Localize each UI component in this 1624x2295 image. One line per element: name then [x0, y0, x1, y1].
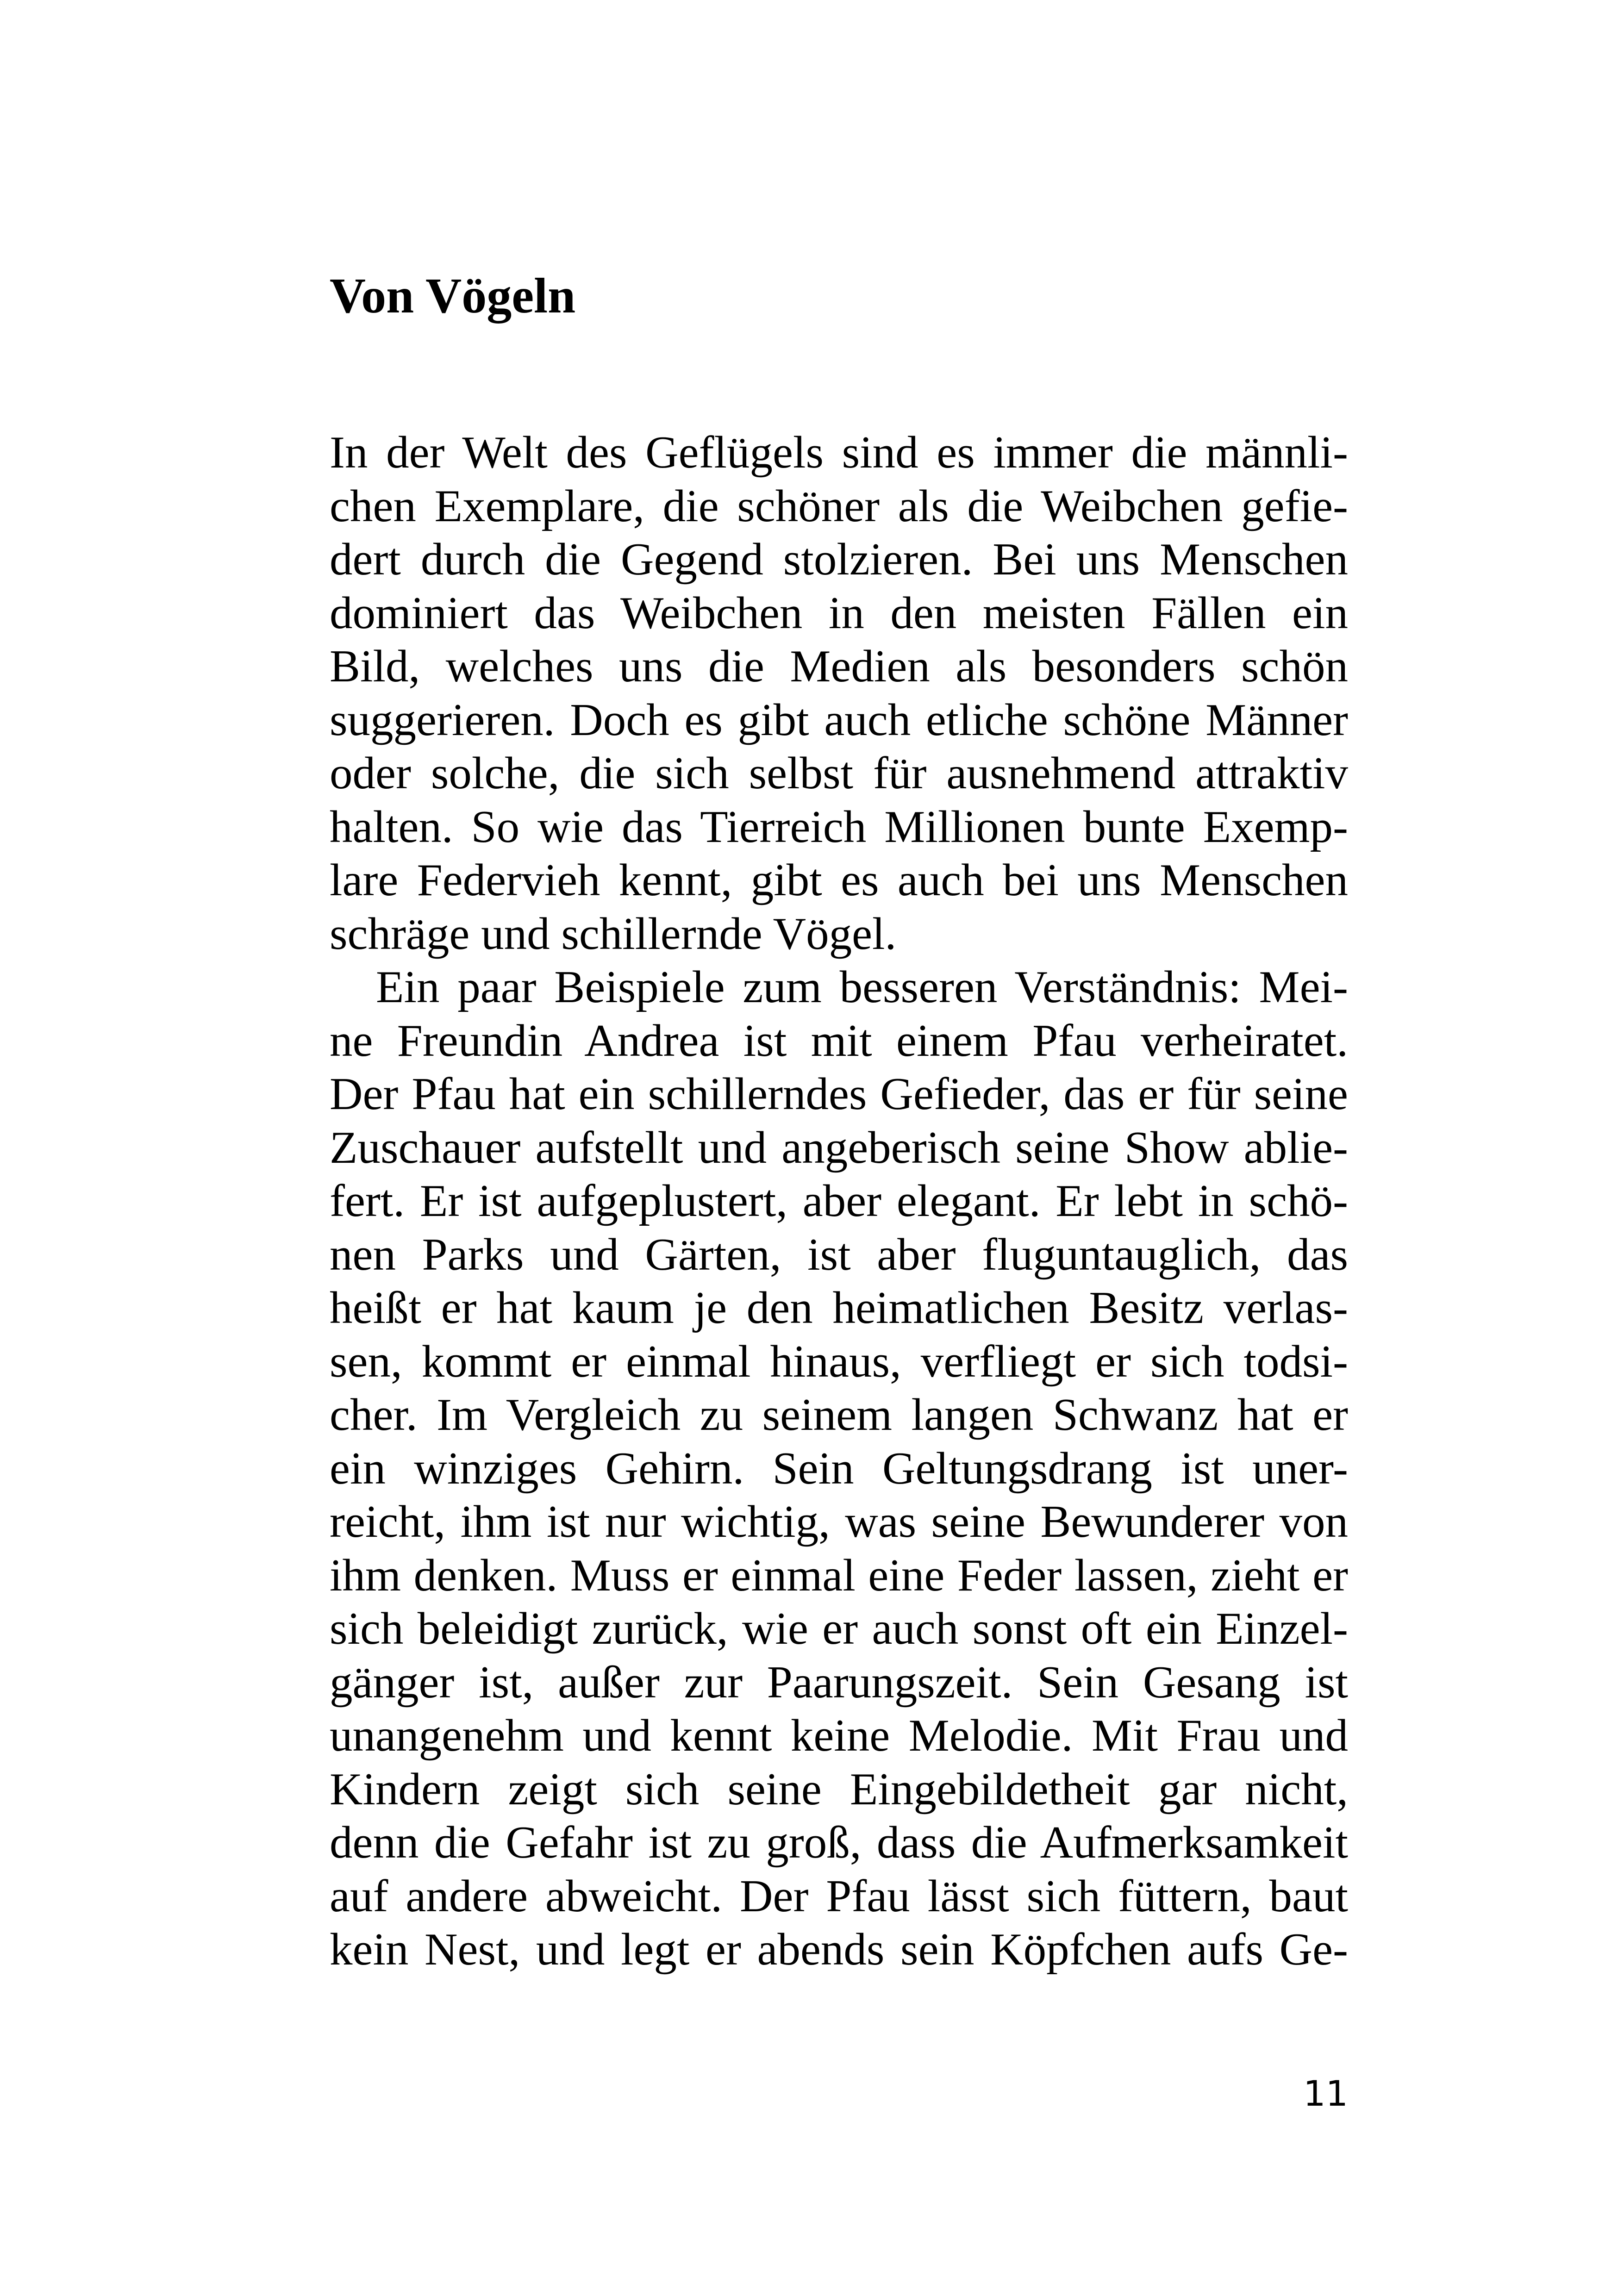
text-line: unangenehm und kennt keine Melodie. Mit Frau und [330, 1710, 1348, 1761]
text-line: halten. So wie das Tierreich Millionen bunte Exemp- [330, 801, 1348, 852]
page-number: 11 [1303, 2073, 1348, 2114]
text-line: nen Parks und Gärten, ist aber fluguntauglich, das [330, 1229, 1348, 1280]
text-line: heißt er hat kaum je den heimatlichen Besitz verlas- [330, 1283, 1348, 1333]
text-line: auf andere abweicht. Der Pfau lässt sich füttern, baut [330, 1871, 1348, 1921]
text-line: ihm denken. Muss er einmal eine Feder lassen, zieht er [330, 1550, 1348, 1601]
text-line: In der Welt des Geflügels sind es immer die männli- [330, 427, 1348, 478]
text-line: kein Nest, und legt er abends sein Köpfchen aufs Ge- [330, 1924, 1348, 1975]
text-line: Kindern zeigt sich seine Eingebildetheit gar nicht, [330, 1764, 1348, 1815]
text-line: cher. Im Vergleich zu seinem langen Schwanz hat er [330, 1390, 1348, 1440]
text-line: denn die Gefahr ist zu groß, dass die Aufmerksamkeit [330, 1817, 1348, 1868]
paragraph-end-line: schräge und schillernde Vögel. [330, 908, 897, 959]
text-line: fert. Er ist aufgeplustert, aber elegant. Er lebt in schö- [330, 1176, 1348, 1226]
body-text [330, 426, 1348, 1977]
text-line: suggerieren. Doch es gibt auch etliche schöne Männer [330, 694, 1348, 745]
text-line: reicht, ihm ist nur wichtig, was seine Bewunderer von [330, 1497, 1348, 1547]
text-line: Der Pfau hat ein schillerndes Gefieder, das er für seine [330, 1069, 1348, 1119]
paragraph-start-line: Ein paar Beispiele zum besseren Verständnis: Mei- [376, 962, 1348, 1012]
text-line: Bild, welches uns die Medien als besonders schön [330, 641, 1348, 692]
text-line: Zuschauer aufstellt und angeberisch seine Show ablie- [330, 1122, 1348, 1173]
text-line: sich beleidigt zurück, wie er auch sonst oft ein Einzel- [330, 1603, 1348, 1654]
text-line: lare Federvieh kennt, gibt es auch bei uns Menschen [330, 855, 1348, 905]
text-line: dominiert das Weibchen in den meisten Fällen ein [330, 587, 1348, 638]
text-line: ne Freundin Andrea ist mit einem Pfau verheiratet. [330, 1015, 1348, 1066]
text-line: gänger ist, außer zur Paarungszeit. Sein Gesang ist [330, 1657, 1348, 1708]
text-line: chen Exemplare, die schöner als die Weibchen gefie- [330, 480, 1348, 531]
text-line: dert durch die Gegend stolzieren. Bei uns Menschen [330, 534, 1348, 585]
text-line: oder solche, die sich selbst für ausnehmend attraktiv [330, 748, 1348, 798]
text-line: ein winziges Gehirn. Sein Geltungsdrang ist uner- [330, 1443, 1348, 1494]
text-line: sen, kommt er einmal hinaus, verfliegt er sich todsi- [330, 1336, 1348, 1387]
chapter-title: Von Vögeln [330, 268, 576, 324]
